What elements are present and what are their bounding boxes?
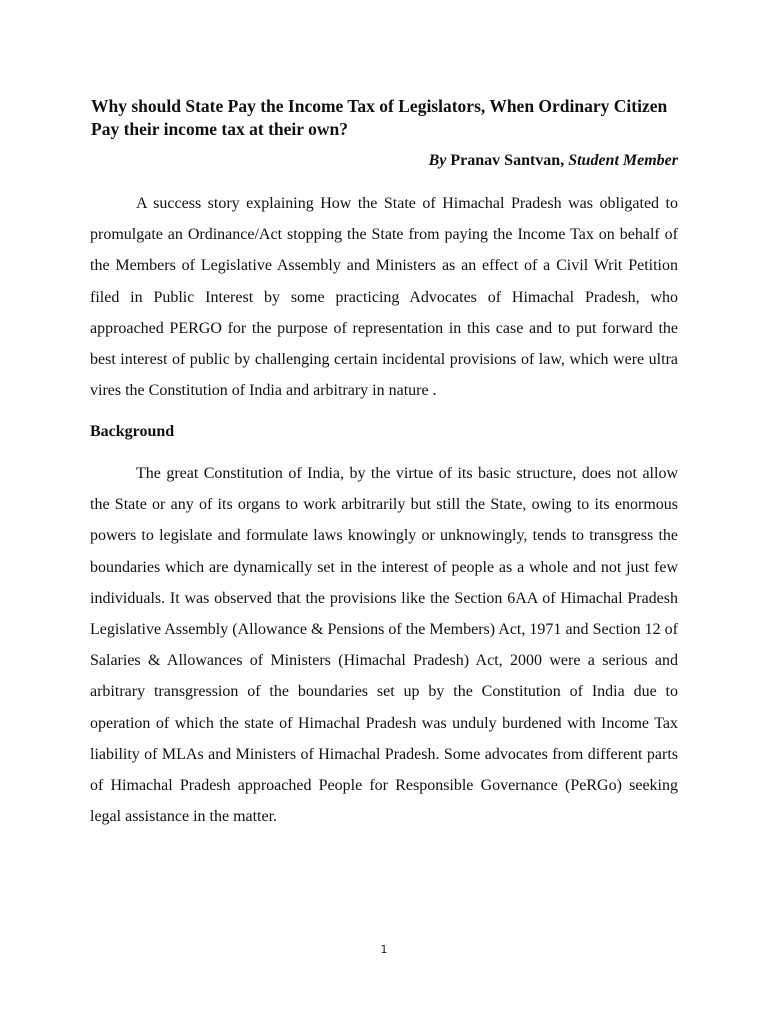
intro-paragraph: A success story explaining How the State of Himachal Pradesh was obligated to promulgate an Ordinance/Act stopping the State from paying the Income Tax on behalf of the Members of Legislative Assembly and Ministers as an effect of a Civil Writ Petition filed in Public Interest by some practicing Advocates of Himachal Pradesh, who approached PERGO for the purpose of representation in this case and to put forward the best interest of public by challenging certain incidental provisions of law, which were ultra vires the Constitution of India and arbitrary in nature . xyxy=(90,195,678,400)
article-title: Why should State Pay the Income Tax of Legislators, When Ordinary Citizen Pay their income tax at their own? xyxy=(91,96,668,139)
byline xyxy=(429,151,678,171)
section-heading-background: Background xyxy=(90,423,175,440)
byline-author: Pranav Santvan, xyxy=(450,152,565,169)
byline-role: Student Member xyxy=(568,152,678,169)
background-paragraph: The great Constitution of India, by the virtue of its basic structure, does not allow the State or any of its organs to work arbitrarily but still the State, owing to its enormous powers to legislate and formulate laws knowingly or unknowingly, tends to transgress the boundaries which are dynamically set in the interest of people as a whole and not just few individuals. It was observed that the provisions like the Section 6AA of Himachal Pradesh Legislative Assembly (Allowance & Pensions of the Members) Act, 1971 and Section 12 of Salaries & Allowances of Ministers (Himachal Pradesh) Act, 2000 were a serious and arbitrary transgression of the boundaries set up by the Constitution of India due to operation of which the state of Himachal Pradesh was unduly burdened with Income Tax liability of MLAs and Ministers of Himachal Pradesh. Some advocates from different parts of Himachal Pradesh approached People for Responsible Governance (PeRGo) seeking legal assistance in the matter. xyxy=(90,465,678,826)
byline-by: By xyxy=(428,152,447,169)
page-number: 1 xyxy=(380,943,388,956)
